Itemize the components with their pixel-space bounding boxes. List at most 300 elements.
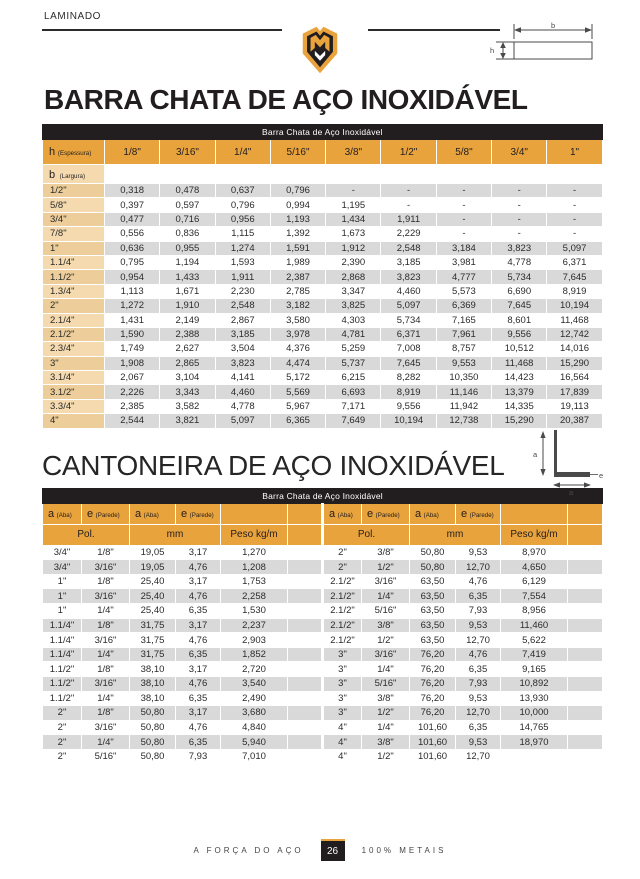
value-cell: 1" bbox=[43, 574, 82, 589]
aba-header: a (Aba) bbox=[410, 503, 456, 524]
spacer-cell bbox=[160, 165, 215, 184]
brand-logo-icon bbox=[291, 25, 349, 75]
weight-cell: 6,215 bbox=[326, 371, 381, 385]
weight-cell: - bbox=[547, 227, 602, 241]
spacer-cell bbox=[288, 545, 323, 560]
width-row-header: 3/4" bbox=[43, 212, 105, 226]
weight-cell: 5,097 bbox=[381, 299, 436, 313]
table-title-bar bbox=[43, 125, 603, 140]
weight-cell: 5,967 bbox=[270, 399, 325, 413]
value-cell: 5/16" bbox=[362, 604, 410, 619]
width-row-header: 2.3/4" bbox=[43, 342, 105, 356]
table-row bbox=[43, 385, 603, 399]
thickness-col-header: 1/4" bbox=[215, 140, 270, 165]
weight-cell: 3,347 bbox=[326, 284, 381, 298]
value-cell: 3,17 bbox=[176, 706, 221, 721]
weight-cell: 1,113 bbox=[105, 284, 160, 298]
value-cell: 1.1/4" bbox=[43, 633, 82, 648]
weight-cell: 3,823 bbox=[381, 270, 436, 284]
weight-cell: 2,149 bbox=[160, 313, 215, 327]
value-cell: 31,75 bbox=[130, 633, 176, 648]
thickness-e-label: e bbox=[599, 470, 604, 480]
weight-cell: 3,185 bbox=[215, 327, 270, 341]
table-row bbox=[43, 212, 603, 226]
value-cell: 4,76 bbox=[456, 647, 501, 662]
weight-cell: 3,825 bbox=[326, 299, 381, 313]
value-cell: 1/4" bbox=[82, 647, 130, 662]
weight-cell: 3,182 bbox=[270, 299, 325, 313]
value-cell: 4" bbox=[323, 749, 362, 764]
table-row bbox=[43, 545, 603, 560]
width-row-header: 1.1/4" bbox=[43, 255, 105, 269]
table-row bbox=[43, 560, 603, 575]
weight-cell: 2,868 bbox=[326, 270, 381, 284]
weight-cell: - bbox=[492, 212, 547, 226]
value-cell: 2.1/2" bbox=[323, 589, 362, 604]
weight-cell: 8,919 bbox=[381, 385, 436, 399]
value-cell: 5/16" bbox=[82, 749, 130, 764]
weight-cell: 3,504 bbox=[215, 342, 270, 356]
table-row bbox=[43, 184, 603, 198]
spacer-cell bbox=[568, 735, 603, 750]
width-row-header: 1" bbox=[43, 241, 105, 255]
leg-a-vertical-label: a bbox=[533, 449, 538, 459]
weight-cell: 2,867 bbox=[215, 313, 270, 327]
weight-cell: 10,512 bbox=[492, 342, 547, 356]
weight-cell: 2,785 bbox=[270, 284, 325, 298]
value-cell: 7,93 bbox=[176, 749, 221, 764]
value-cell: 1/4" bbox=[362, 662, 410, 677]
symbol-header-row bbox=[43, 503, 603, 524]
value-cell: 18,970 bbox=[501, 735, 568, 750]
section1-heading: BARRA CHATA DE AÇO INOXIDÁVEL bbox=[44, 84, 528, 115]
value-cell: 2" bbox=[323, 545, 362, 560]
table-row bbox=[43, 604, 603, 619]
weight-cell: 14,335 bbox=[492, 399, 547, 413]
thickness-col-header: 1/8" bbox=[105, 140, 160, 165]
b-symbol: b bbox=[49, 169, 56, 181]
value-cell: 7,010 bbox=[221, 749, 288, 764]
weight-cell: 5,569 bbox=[270, 385, 325, 399]
table-row bbox=[43, 720, 603, 735]
category-label: LAMINADO bbox=[44, 11, 102, 22]
weight-cell: 0,796 bbox=[215, 198, 270, 212]
thickness-col-header: 5/8" bbox=[436, 140, 491, 165]
weight-cell: 2,388 bbox=[160, 327, 215, 341]
value-cell: 12,70 bbox=[456, 633, 501, 648]
value-cell: 2,720 bbox=[221, 662, 288, 677]
weight-cell: - bbox=[547, 184, 602, 198]
value-cell: 6,35 bbox=[176, 647, 221, 662]
thickness-col-header: 3/16" bbox=[160, 140, 215, 165]
weight-cell: 3,184 bbox=[436, 241, 491, 255]
value-cell: 2" bbox=[43, 735, 82, 750]
value-cell: 1,753 bbox=[221, 574, 288, 589]
spacer-cell bbox=[568, 749, 603, 764]
weight-cell: 0,716 bbox=[160, 212, 215, 226]
weight-cell: 0,636 bbox=[105, 241, 160, 255]
table-row bbox=[43, 327, 603, 341]
weight-cell: 3,978 bbox=[270, 327, 325, 341]
spacer-cell bbox=[436, 165, 491, 184]
weight-cell: 10,194 bbox=[547, 299, 602, 313]
value-cell: 101,60 bbox=[410, 720, 456, 735]
weight-cell: 0,796 bbox=[270, 184, 325, 198]
spacer-cell bbox=[568, 545, 603, 560]
weight-cell: 14,016 bbox=[547, 342, 602, 356]
table-row bbox=[43, 574, 603, 589]
footer-tagline-left: A FORÇA DO AÇO bbox=[193, 845, 304, 855]
value-cell: 6,35 bbox=[456, 589, 501, 604]
angle-bar-weight-table bbox=[42, 488, 603, 765]
weight-cell: 10,194 bbox=[381, 414, 436, 428]
width-dim-label: b bbox=[551, 21, 556, 30]
value-cell: 76,20 bbox=[410, 647, 456, 662]
b-caption: (Largura) bbox=[59, 173, 86, 180]
value-cell: 25,40 bbox=[130, 574, 176, 589]
weight-cell: 3,823 bbox=[492, 241, 547, 255]
value-cell: 5,622 bbox=[501, 633, 568, 648]
width-group-row bbox=[43, 165, 603, 184]
value-cell: 1.1/2" bbox=[43, 662, 82, 677]
weight-cell: 3,104 bbox=[160, 371, 215, 385]
spacer-cell bbox=[326, 165, 381, 184]
value-cell: 31,75 bbox=[130, 647, 176, 662]
value-cell: 4,76 bbox=[456, 574, 501, 589]
spacer-cell bbox=[568, 633, 603, 648]
weight-cell: 4,376 bbox=[270, 342, 325, 356]
value-cell: 38,10 bbox=[130, 676, 176, 691]
weight-cell: 1,989 bbox=[270, 255, 325, 269]
weight-cell: 9,553 bbox=[436, 356, 491, 370]
weight-cell: 0,318 bbox=[105, 184, 160, 198]
weight-cell: 10,350 bbox=[436, 371, 491, 385]
thickness-col-header: 1/2" bbox=[381, 140, 436, 165]
weight-cell: - bbox=[492, 227, 547, 241]
parede-header: e (Parede) bbox=[456, 503, 501, 524]
weight-cell: 3,582 bbox=[160, 399, 215, 413]
weight-cell: 1,673 bbox=[326, 227, 381, 241]
weight-cell: 1,912 bbox=[326, 241, 381, 255]
value-cell: 3/4" bbox=[43, 560, 82, 575]
value-cell: 3/8" bbox=[362, 735, 410, 750]
weight-cell: 5,573 bbox=[436, 284, 491, 298]
table-row bbox=[43, 676, 603, 691]
weight-cell: 8,282 bbox=[381, 371, 436, 385]
weight-cell: 2,067 bbox=[105, 371, 160, 385]
weight-cell: 7,961 bbox=[436, 327, 491, 341]
spacer-cell bbox=[568, 604, 603, 619]
value-cell: 9,165 bbox=[501, 662, 568, 677]
weight-cell: 4,460 bbox=[381, 284, 436, 298]
value-cell: 5,940 bbox=[221, 735, 288, 750]
table-row bbox=[43, 749, 603, 764]
table-row bbox=[43, 241, 603, 255]
spacer-cell bbox=[568, 560, 603, 575]
footer-tagline-right: 100% METAIS bbox=[361, 845, 447, 855]
table-row bbox=[43, 299, 603, 313]
width-row-header: 3.3/4" bbox=[43, 399, 105, 413]
weight-cell: 11,146 bbox=[436, 385, 491, 399]
value-cell: 1/4" bbox=[82, 604, 130, 619]
weight-cell: 5,097 bbox=[547, 241, 602, 255]
thickness-col-header: 1" bbox=[547, 140, 602, 165]
weight-cell: 4,303 bbox=[326, 313, 381, 327]
leg-a-horizontal-label: a bbox=[569, 487, 574, 496]
spacer-cell bbox=[568, 574, 603, 589]
weight-cell: 1,195 bbox=[326, 198, 381, 212]
value-cell: 38,10 bbox=[130, 662, 176, 677]
table-title: Barra Chata de Aço Inoxidável bbox=[43, 488, 603, 503]
table-row bbox=[43, 270, 603, 284]
value-cell: 6,35 bbox=[176, 604, 221, 619]
spacer-cell bbox=[288, 604, 323, 619]
value-cell: 4,76 bbox=[176, 720, 221, 735]
value-cell: 1" bbox=[43, 589, 82, 604]
table-row bbox=[43, 589, 603, 604]
weight-cell: 5,734 bbox=[492, 270, 547, 284]
spacer-cell bbox=[288, 633, 323, 648]
width-row-header: 3.1/4" bbox=[43, 371, 105, 385]
weight-cell: 2,627 bbox=[160, 342, 215, 356]
spacer-cell bbox=[568, 647, 603, 662]
value-cell: 63,50 bbox=[410, 618, 456, 633]
value-cell: 1/2" bbox=[362, 560, 410, 575]
value-cell: 4,76 bbox=[176, 589, 221, 604]
weight-cell: 4,778 bbox=[492, 255, 547, 269]
weight-cell: 17,839 bbox=[547, 385, 602, 399]
weight-cell: 4,460 bbox=[215, 385, 270, 399]
table-row bbox=[43, 735, 603, 750]
spacer-cell bbox=[270, 165, 325, 184]
section2-heading: CANTONEIRA DE AÇO INOXIDÁVEL bbox=[42, 449, 505, 481]
value-cell: 2" bbox=[43, 749, 82, 764]
value-cell: 63,50 bbox=[410, 589, 456, 604]
spacer-cell bbox=[568, 706, 603, 721]
value-cell: 9,53 bbox=[456, 545, 501, 560]
weight-cell: 8,757 bbox=[436, 342, 491, 356]
value-cell: 4" bbox=[323, 735, 362, 750]
height-dim-label: h bbox=[490, 46, 495, 55]
spacer-cell bbox=[288, 618, 323, 633]
weight-cell: 8,919 bbox=[547, 284, 602, 298]
weight-cell: 5,734 bbox=[381, 313, 436, 327]
value-cell: 63,50 bbox=[410, 574, 456, 589]
spacer-cell bbox=[568, 720, 603, 735]
weight-cell: 13,379 bbox=[492, 385, 547, 399]
h-caption: (Espessura) bbox=[57, 150, 92, 157]
table-row bbox=[43, 255, 603, 269]
value-cell: 10,892 bbox=[501, 676, 568, 691]
value-cell: 2" bbox=[43, 720, 82, 735]
thickness-header-row bbox=[43, 140, 603, 165]
page-number-badge bbox=[321, 839, 345, 861]
value-cell: 3,17 bbox=[176, 662, 221, 677]
value-cell: 9,53 bbox=[456, 618, 501, 633]
weight-cell: 7,649 bbox=[326, 414, 381, 428]
value-cell: 101,60 bbox=[410, 735, 456, 750]
value-cell: 76,20 bbox=[410, 662, 456, 677]
blank-header bbox=[568, 503, 603, 524]
spacer-cell bbox=[288, 589, 323, 604]
aba-header: a (Aba) bbox=[130, 503, 176, 524]
weight-cell: 9,556 bbox=[381, 399, 436, 413]
value-cell: 2.1/2" bbox=[323, 604, 362, 619]
weight-cell: 0,994 bbox=[270, 198, 325, 212]
value-cell: 5/16" bbox=[362, 676, 410, 691]
value-cell: 76,20 bbox=[410, 691, 456, 706]
value-cell: 3,17 bbox=[176, 574, 221, 589]
spacer-cell bbox=[288, 676, 323, 691]
value-cell: 1.1/2" bbox=[43, 691, 82, 706]
weight-cell: 20,387 bbox=[547, 414, 602, 428]
weight-cell: 5,259 bbox=[326, 342, 381, 356]
weight-cell: 5,097 bbox=[215, 414, 270, 428]
flat-bar-diagram bbox=[486, 20, 608, 66]
weight-cell: 0,637 bbox=[215, 184, 270, 198]
thickness-col-header: 5/16" bbox=[270, 140, 325, 165]
blank-header bbox=[221, 503, 288, 524]
weight-cell: 1,910 bbox=[160, 299, 215, 313]
weight-cell: 9,556 bbox=[492, 327, 547, 341]
value-cell: 31,75 bbox=[130, 618, 176, 633]
weight-cell: 2,387 bbox=[270, 270, 325, 284]
table-title-bar bbox=[43, 488, 603, 503]
weight-cell: 2,385 bbox=[105, 399, 160, 413]
weight-cell: 1,194 bbox=[160, 255, 215, 269]
value-cell: 1/8" bbox=[82, 574, 130, 589]
value-cell: 8,970 bbox=[501, 545, 568, 560]
table-row bbox=[43, 633, 603, 648]
weight-cell: 0,397 bbox=[105, 198, 160, 212]
value-cell: 63,50 bbox=[410, 604, 456, 619]
weight-cell: 1,431 bbox=[105, 313, 160, 327]
value-cell: 3" bbox=[323, 676, 362, 691]
value-cell: 4,76 bbox=[176, 676, 221, 691]
spacer-cell bbox=[288, 560, 323, 575]
weight-cell: 6,369 bbox=[436, 299, 491, 313]
value-cell: 11,460 bbox=[501, 618, 568, 633]
weight-cell: 3,580 bbox=[270, 313, 325, 327]
weight-cell: 1,591 bbox=[270, 241, 325, 255]
value-cell: 2,258 bbox=[221, 589, 288, 604]
table-row bbox=[43, 198, 603, 212]
spacer-cell bbox=[381, 165, 436, 184]
value-cell: 7,93 bbox=[456, 604, 501, 619]
weight-cell: 0,954 bbox=[105, 270, 160, 284]
table-title: Barra Chata de Aço Inoxidável bbox=[43, 125, 603, 140]
value-cell: 1.1/4" bbox=[43, 618, 82, 633]
blank-header bbox=[501, 503, 568, 524]
weight-cell: 4,474 bbox=[270, 356, 325, 370]
value-cell: 1/8" bbox=[82, 545, 130, 560]
weight-cell: 1,749 bbox=[105, 342, 160, 356]
weight-cell: 2,548 bbox=[215, 299, 270, 313]
value-cell: 1/4" bbox=[82, 735, 130, 750]
spacer-cell bbox=[215, 165, 270, 184]
thickness-col-header: 3/8" bbox=[326, 140, 381, 165]
value-cell: 1/4" bbox=[362, 720, 410, 735]
spacer-cell bbox=[288, 706, 323, 721]
spacer-cell bbox=[288, 662, 323, 677]
weight-cell: 1,434 bbox=[326, 212, 381, 226]
value-cell: 6,35 bbox=[456, 720, 501, 735]
spacer-cell bbox=[568, 662, 603, 677]
table-row bbox=[43, 414, 603, 428]
weight-cell: - bbox=[381, 184, 436, 198]
value-cell: 8,956 bbox=[501, 604, 568, 619]
weight-cell: - bbox=[436, 227, 491, 241]
weight-cell: 4,141 bbox=[215, 371, 270, 385]
value-cell: 10,000 bbox=[501, 706, 568, 721]
header-rule-right bbox=[368, 29, 500, 31]
page-header bbox=[42, 0, 602, 82]
value-cell: 4,840 bbox=[221, 720, 288, 735]
weight-cell: 1,590 bbox=[105, 327, 160, 341]
table-row bbox=[43, 227, 603, 241]
weight-cell: - bbox=[547, 198, 602, 212]
table-row bbox=[43, 284, 603, 298]
value-cell: 12,70 bbox=[456, 749, 501, 764]
aba-header: a (Aba) bbox=[43, 503, 82, 524]
width-row-header: 3" bbox=[43, 356, 105, 370]
value-cell: 50,80 bbox=[410, 545, 456, 560]
value-cell: 6,35 bbox=[176, 735, 221, 750]
pol-header: Pol. bbox=[323, 524, 410, 545]
value-cell: 1,530 bbox=[221, 604, 288, 619]
value-cell: 101,60 bbox=[410, 749, 456, 764]
weight-cell: 11,468 bbox=[492, 356, 547, 370]
weight-cell: 6,365 bbox=[270, 414, 325, 428]
value-cell: 2,237 bbox=[221, 618, 288, 633]
weight-cell: 11,468 bbox=[547, 313, 602, 327]
value-cell: 1.1/2" bbox=[43, 676, 82, 691]
value-cell: 3/16" bbox=[82, 676, 130, 691]
width-row-header: 1/2" bbox=[43, 184, 105, 198]
weight-cell: 2,548 bbox=[381, 241, 436, 255]
value-cell: 3" bbox=[323, 706, 362, 721]
value-cell: 1.1/4" bbox=[43, 647, 82, 662]
value-cell: 12,70 bbox=[456, 706, 501, 721]
weight-cell: 1,908 bbox=[105, 356, 160, 370]
value-cell: 19,05 bbox=[130, 560, 176, 575]
spacer-cell bbox=[288, 574, 323, 589]
value-cell: 2,490 bbox=[221, 691, 288, 706]
value-cell: 50,80 bbox=[130, 720, 176, 735]
weight-cell: 6,690 bbox=[492, 284, 547, 298]
weight-cell: - bbox=[436, 198, 491, 212]
value-cell: 2" bbox=[43, 706, 82, 721]
value-cell: 7,419 bbox=[501, 647, 568, 662]
value-cell: 1/2" bbox=[362, 749, 410, 764]
header-rule-left bbox=[42, 29, 282, 31]
value-cell: 4,76 bbox=[176, 560, 221, 575]
value-cell: 6,129 bbox=[501, 574, 568, 589]
spacer-cell bbox=[547, 165, 602, 184]
weight-cell: 6,693 bbox=[326, 385, 381, 399]
value-cell: 6,35 bbox=[456, 662, 501, 677]
value-cell: 50,80 bbox=[130, 735, 176, 750]
weight-cell: 15,290 bbox=[547, 356, 602, 370]
spacer-cell bbox=[568, 618, 603, 633]
width-row-header: 5/8" bbox=[43, 198, 105, 212]
width-row-header: 3.1/2" bbox=[43, 385, 105, 399]
weight-cell: 5,172 bbox=[270, 371, 325, 385]
table-row bbox=[43, 399, 603, 413]
weight-cell: 1,911 bbox=[215, 270, 270, 284]
value-cell: 7,554 bbox=[501, 589, 568, 604]
spacer-cell bbox=[288, 735, 323, 750]
